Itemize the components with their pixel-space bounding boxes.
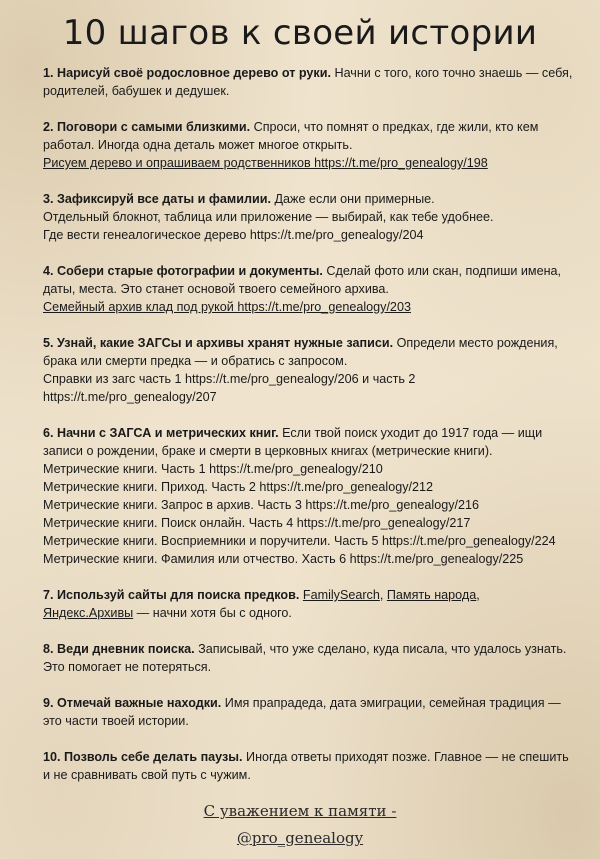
link-family-archive-post[interactable]: Семейный архив клад под рукой https://t.me/pro_genealogy/203 bbox=[43, 300, 411, 314]
step-9 bbox=[43, 694, 573, 730]
link-pamyat-naroda[interactable]: Память народа bbox=[386, 588, 477, 602]
link-yandex-archives[interactable]: Яндекс.Архивы bbox=[43, 606, 134, 620]
step-heading: 7. Используй сайты для поиска предков. bbox=[43, 588, 300, 602]
step-heading: 9. Отмечай важные находки. bbox=[43, 696, 222, 710]
step-link-line[interactable]: Где вести генеалогическое дерево https://t.me/pro_genealogy/204 bbox=[43, 228, 424, 242]
step-link-line[interactable]: Метрические книги. Поиск онлайн. Часть 4 https://t.me/pro_genealogy/217 bbox=[43, 516, 471, 530]
step-text: Иногда ответы приходят позже. Главное — не спешить и не сравнивать свой путь с чужим. bbox=[43, 750, 569, 782]
steps-list bbox=[43, 64, 573, 802]
step-text: Начни с того, кого точно знаешь — себя, родителей, бабушек и дедушек. bbox=[43, 66, 573, 98]
step-8 bbox=[43, 640, 573, 676]
page-title: 10 шагов к своей истории bbox=[62, 13, 538, 53]
step-link-line[interactable]: Метрические книги. Приход. Часть 2 https://t.me/pro_genealogy/212 bbox=[43, 480, 434, 494]
step-heading: 1. Нарисуй своё родословное дерево от руки. bbox=[43, 66, 331, 80]
step-heading: 4. Собери старые фотографии и документы. bbox=[43, 264, 323, 278]
step-text: Записывай, что уже сделано, куда писала, что удалось узнать. Это помогает не потеряться. bbox=[43, 642, 567, 674]
step-heading: 5. Узнай, какие ЗАГСы и архивы хранят нужные записи. bbox=[43, 336, 394, 350]
step-heading: 10. Позволь себе делать паузы. bbox=[43, 750, 243, 764]
step-link-line[interactable]: Метрические книги. Восприемники и поручители. Часть 5 https://t.me/pro_genealogy/224 bbox=[43, 534, 556, 548]
step-text: — начни хотя бы с одного. bbox=[133, 606, 292, 620]
step-line: Отдельный блокнот, таблица или приложение — выбирай, как тебе удобнее. bbox=[43, 210, 494, 224]
step-6 bbox=[43, 424, 573, 568]
step-2 bbox=[43, 118, 573, 172]
step-text: Определи место рождения, брака или смерти предка — и обратись с запросом. bbox=[43, 336, 558, 368]
step-3 bbox=[43, 190, 573, 244]
step-link-line[interactable]: Метрические книги. Запрос в архив. Часть 3 https://t.me/pro_genealogy/216 bbox=[43, 498, 480, 512]
link-familysearch[interactable]: FamilySearch bbox=[302, 588, 380, 602]
step-4 bbox=[43, 262, 573, 316]
step-link-line[interactable]: Справки из загс часть 1 https://t.me/pro_genealogy/206 и часть 2 https://t.me/pro_genealogy/207 bbox=[43, 372, 416, 404]
step-10 bbox=[43, 748, 573, 784]
step-text: Даже если они примерные. bbox=[270, 192, 435, 206]
step-heading: 2. Поговори с самыми близкими. bbox=[43, 120, 251, 134]
step-text: Если твой поиск уходит до 1917 года — ищи записи о рождении, браке и смерти в церковных книгах (метрические книги). bbox=[43, 426, 543, 458]
step-text: Имя прапрадеда, дата эмиграции, семейная традиция — это части твоей истории. bbox=[43, 696, 561, 728]
step-text: Спроси, что помнят о предках, где жили, кто кем работал. Иногда одна деталь может многое открыть. bbox=[43, 120, 539, 152]
step-text: Сделай фото или скан, подпиши имена, даты, места. Это станет основой твоего семейного архива. bbox=[43, 264, 562, 296]
footer-signature: С уважением к памяти - bbox=[203, 802, 397, 820]
link-family-tree-post[interactable]: Рисуем дерево и опрашиваем родственников https://t.me/pro_genealogy/198 bbox=[43, 156, 488, 170]
step-heading: 8. Веди дневник поиска. bbox=[43, 642, 195, 656]
footer-channel-handle[interactable]: @pro_genealogy bbox=[236, 829, 364, 847]
step-link-line[interactable]: Метрические книги. Часть 1 https://t.me/pro_genealogy/210 bbox=[43, 462, 383, 476]
step-7: 7. Используй сайты для поиска предков. FamilySearch, Память народа, Яндекс.Архивы — начни хотя бы с одного. bbox=[43, 588, 480, 620]
step-heading: 6. Начни с ЗАГСА и метрических книг. bbox=[43, 426, 279, 440]
step-5 bbox=[43, 334, 573, 406]
step-heading: 3. Зафиксируй все даты и фамилии. bbox=[43, 192, 271, 206]
step-1 bbox=[43, 64, 573, 100]
step-link-line[interactable]: Метрические книги. Фамилия или отчество. Хасть 6 https://t.me/pro_genealogy/225 bbox=[43, 552, 524, 566]
